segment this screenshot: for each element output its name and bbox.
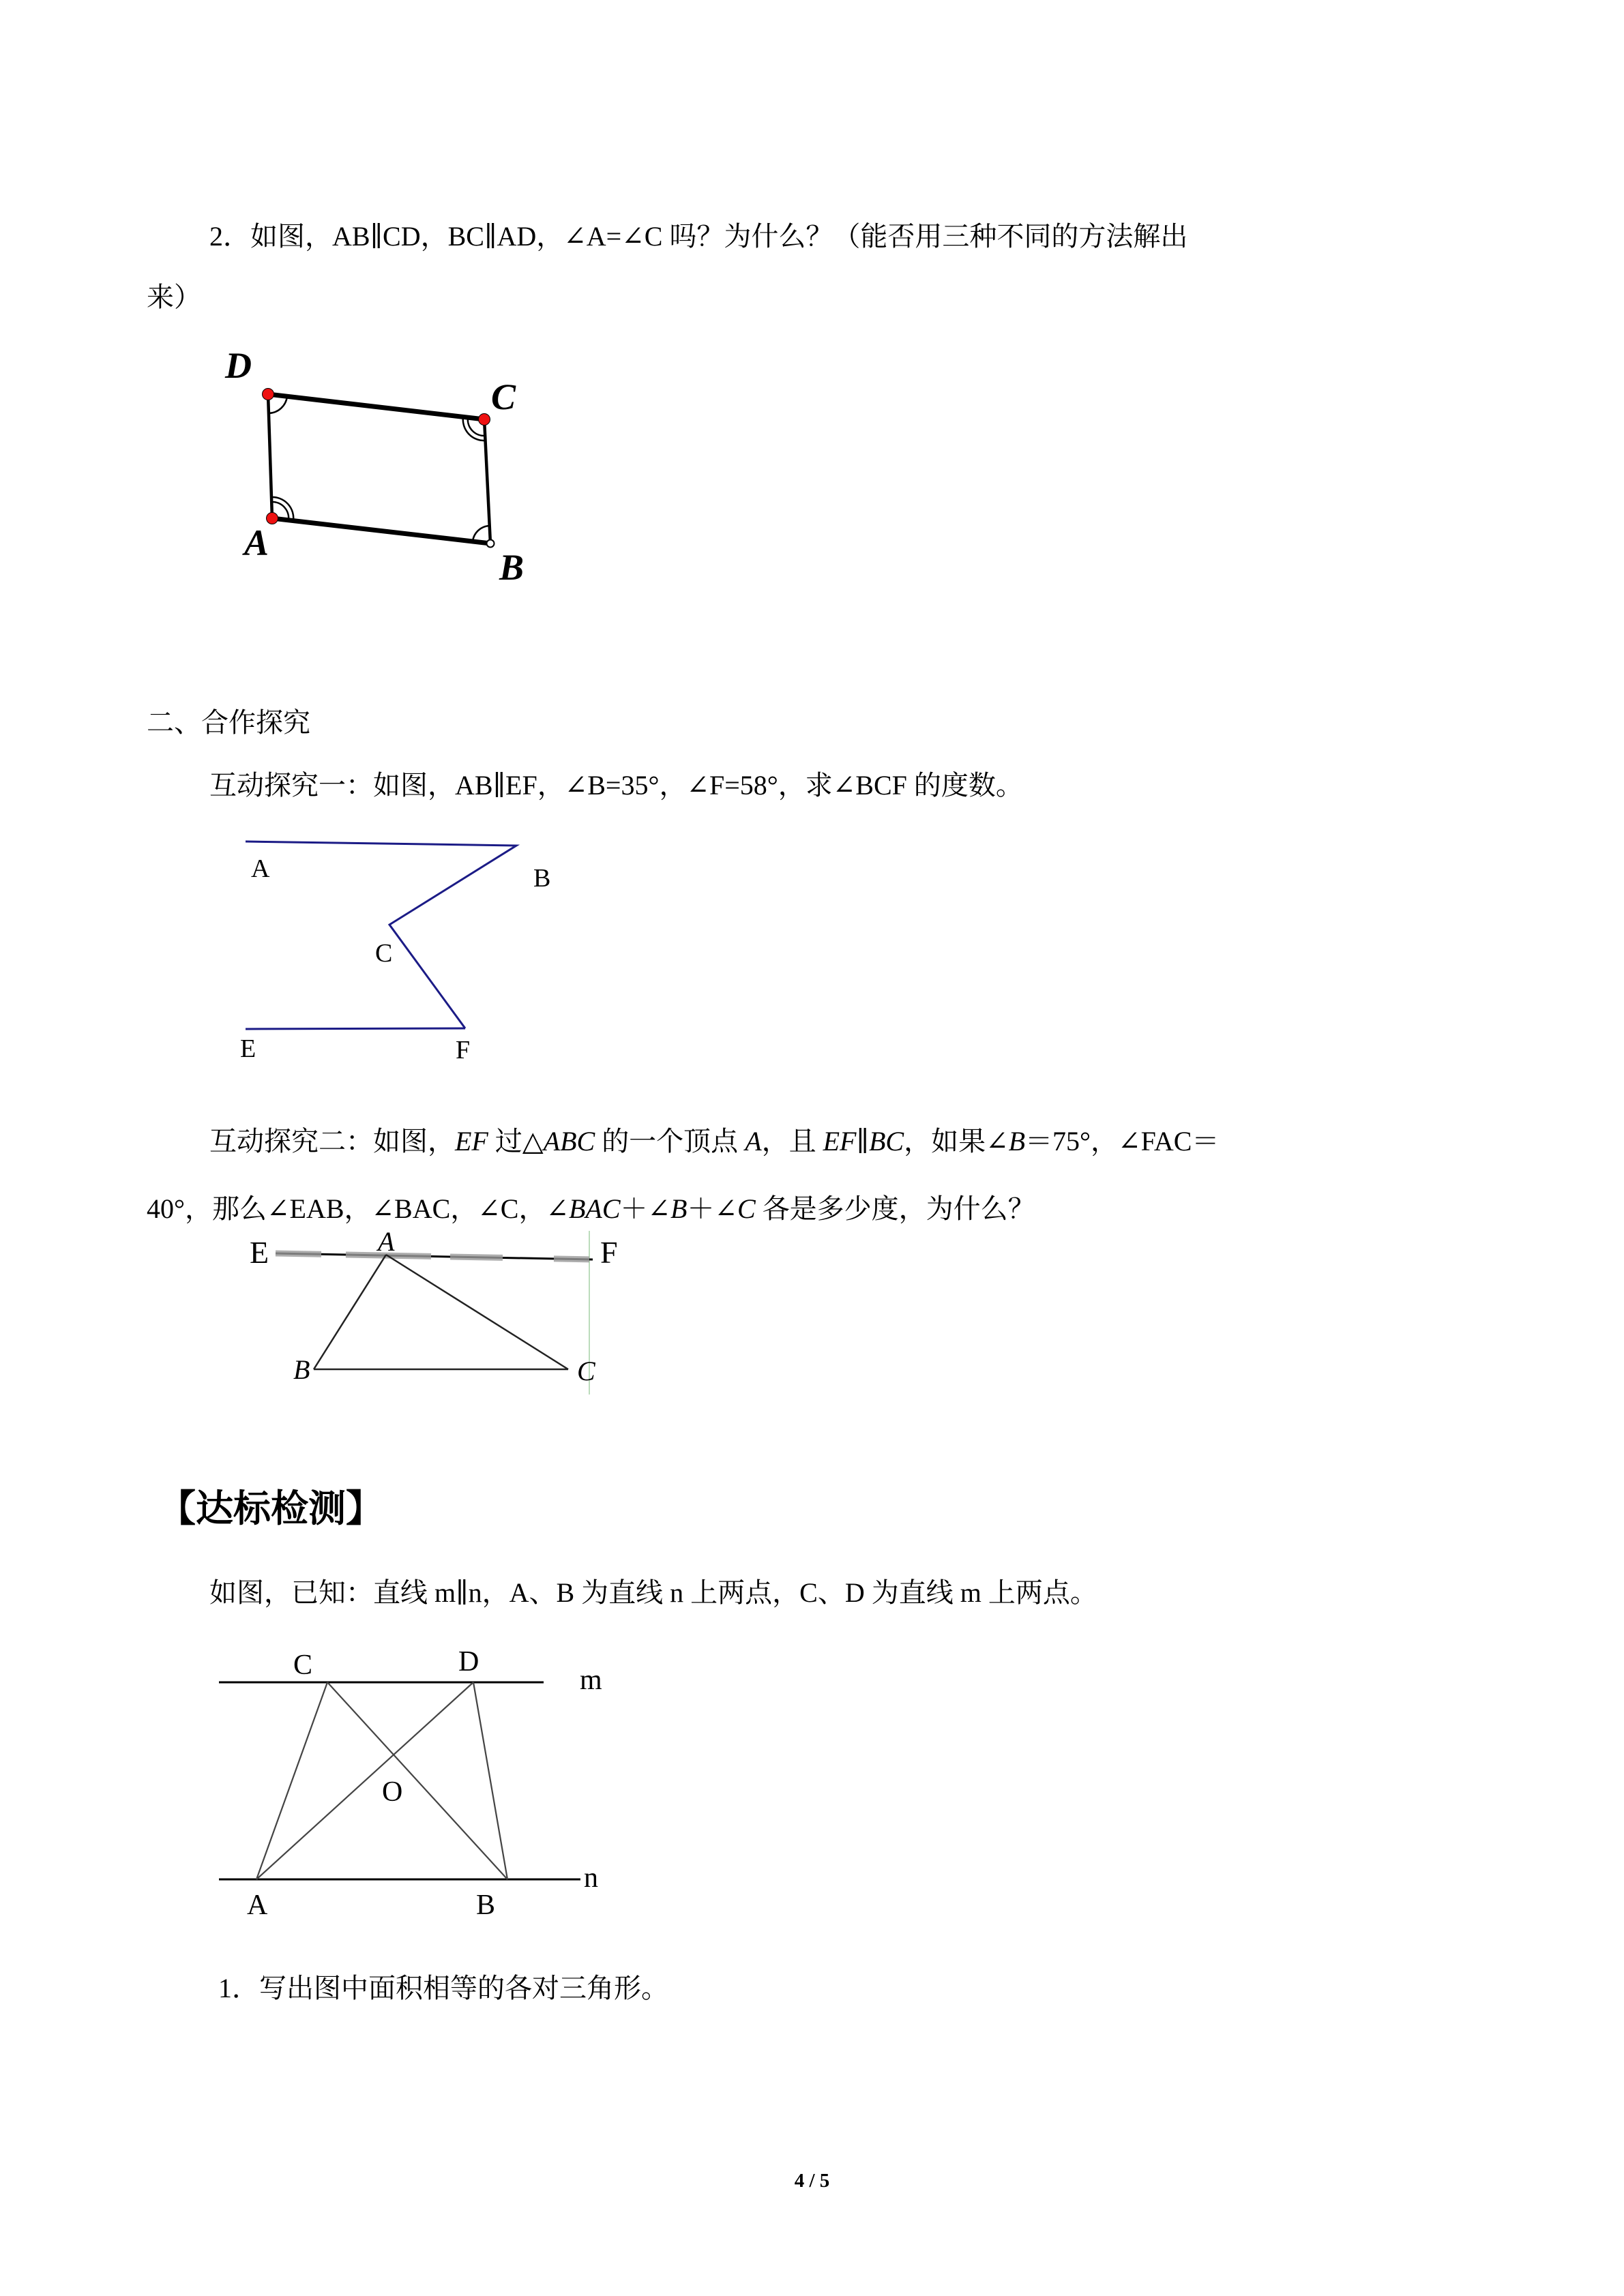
label-m: m	[580, 1665, 602, 1696]
line-ef	[246, 1028, 465, 1029]
segment-da	[256, 1682, 473, 1879]
text-run: 过△	[488, 1126, 544, 1157]
label-c: C	[491, 376, 516, 417]
label-b: B	[533, 864, 551, 893]
explore1-text: 互动探究一：如图，AB∥EF，∠B=35°，∠F=58°，求∠BCF 的度数。	[209, 770, 1023, 801]
side-ab	[272, 518, 490, 543]
text-run: 的一个顶点	[595, 1126, 745, 1157]
label-o: O	[382, 1776, 403, 1808]
label-b: B	[476, 1890, 496, 1921]
text-run: EF	[823, 1126, 857, 1157]
text-run: ＋∠	[620, 1193, 671, 1224]
text-run: 互动探究二：如图，	[209, 1126, 455, 1157]
vertex-d-dot	[263, 389, 274, 400]
label-b: B	[499, 547, 525, 588]
side-ac	[386, 1255, 568, 1369]
assessment-intro: 如图，已知：直线 m∥n，A、B 为直线 n 上两点，C、D 为直线 m 上两点。	[209, 1577, 1097, 1608]
triangle-ef-figure	[225, 1227, 648, 1398]
text-run: EF	[455, 1126, 488, 1157]
label-b: B	[293, 1354, 310, 1385]
label-c: C	[375, 939, 393, 968]
text-run: ABC	[543, 1126, 595, 1157]
segment-db	[473, 1682, 507, 1879]
triangle-abc	[314, 1255, 568, 1369]
label-f: F	[600, 1235, 618, 1270]
label-a: A	[247, 1890, 268, 1921]
label-e: E	[250, 1235, 269, 1270]
side-dc	[268, 394, 484, 419]
angle-arc-b	[473, 526, 490, 541]
line-ef	[276, 1253, 593, 1259]
text-run: ，如果∠	[904, 1126, 1009, 1157]
page-number: 4 / 5	[794, 2170, 830, 2192]
text-run: A	[745, 1126, 762, 1157]
assessment-q1: 1．写出图中面积相等的各对三角形。	[218, 1973, 668, 2003]
label-d: D	[458, 1646, 479, 1678]
label-a: A	[378, 1226, 395, 1257]
section2-heading: 二、合作探究	[147, 707, 310, 738]
segment-ca	[256, 1682, 327, 1879]
label-f: F	[456, 1036, 471, 1064]
text-run: BAC	[568, 1193, 621, 1224]
label-d: D	[225, 345, 252, 386]
text-run: B	[1008, 1126, 1026, 1157]
text-run: B	[670, 1193, 688, 1224]
explore2-line1	[209, 1125, 1219, 1158]
problem2-line2: 来）	[147, 282, 201, 312]
parallel-lines-figure	[205, 1633, 641, 1933]
label-e: E	[240, 1034, 256, 1063]
vertex-b-dot	[487, 540, 494, 548]
label-a: A	[244, 522, 269, 563]
problem2-line1: 2．如图，AB∥CD，BC∥AD，∠A=∠C 吗？为什么？（能否用三种不同的方法解出	[209, 221, 1188, 252]
text-run: 40°，那么∠EAB，∠BAC，∠C，∠	[147, 1193, 569, 1224]
text-run: ，且	[761, 1126, 823, 1157]
side-cb	[484, 419, 490, 543]
text-run: BC	[868, 1126, 904, 1157]
text-run: ＋∠	[687, 1193, 737, 1224]
side-ab	[314, 1255, 386, 1369]
label-n: n	[584, 1862, 598, 1894]
label-c: C	[577, 1356, 595, 1386]
zigzag-figure	[225, 818, 580, 1071]
text-run: ＝75°，∠FAC＝	[1025, 1126, 1220, 1157]
explore2-line2	[147, 1193, 1035, 1225]
label-a: A	[251, 854, 270, 883]
label-c: C	[293, 1650, 313, 1681]
zigzag-path	[246, 841, 516, 1028]
text-run: ∥	[856, 1126, 869, 1157]
assessment-heading: 【达标检测】	[158, 1488, 384, 1530]
text-run: C	[737, 1193, 756, 1224]
vertex-c-dot	[479, 414, 490, 426]
parallelogram-figure	[205, 333, 546, 599]
segment-cb	[327, 1682, 507, 1879]
text-run: 各是多少度，为什么？	[755, 1193, 1035, 1224]
